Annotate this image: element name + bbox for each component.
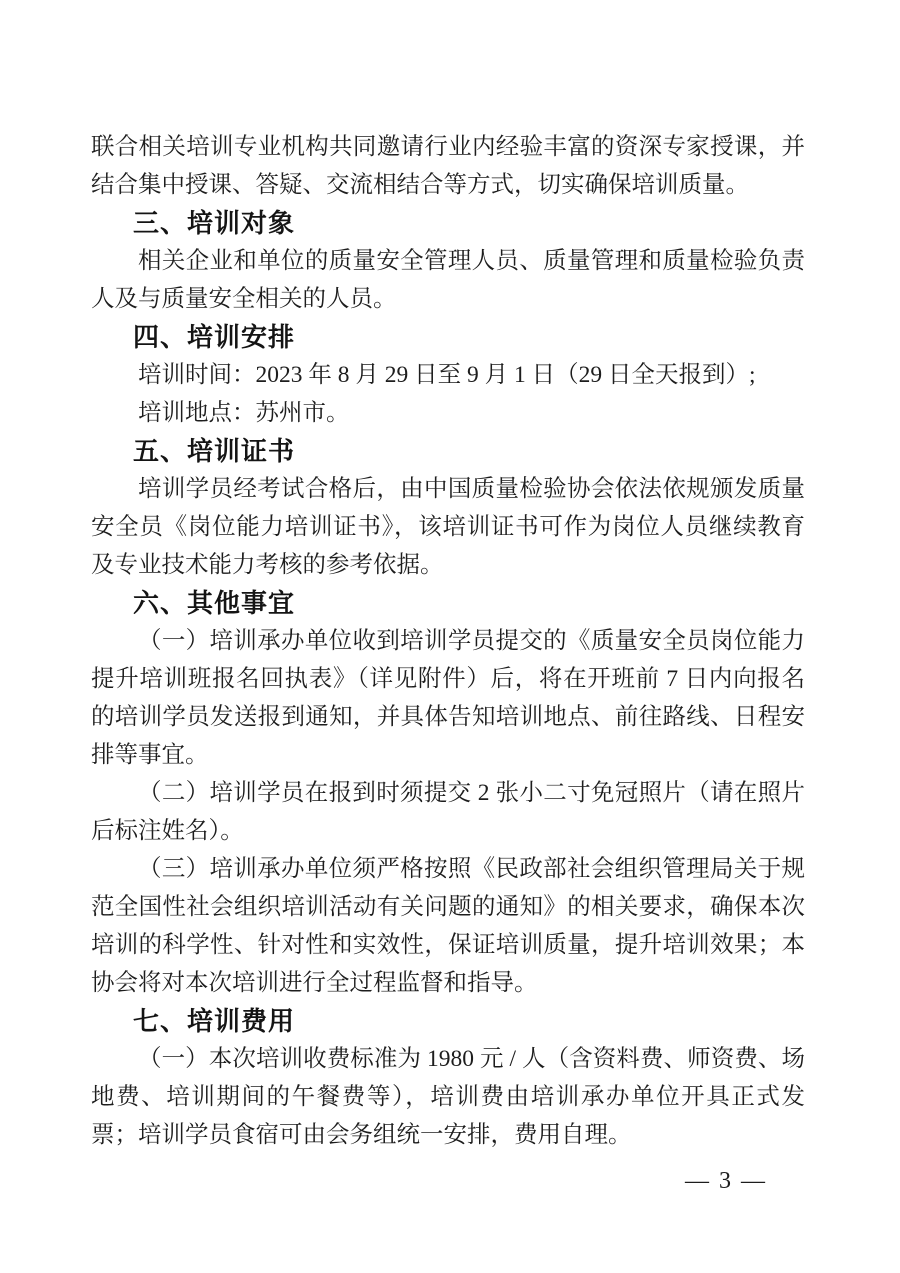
paragraph-training-time: 培训时间：2023 年 8 月 29 日至 9 月 1 日（29 日全天报到）; [138,362,756,388]
paragraph: 联合相关培训专业机构共同邀请行业内经验丰富的资深专家授课，并结合集中授课、答疑、交流相结合等方式，切实确保培训质量。 [91,134,805,198]
section-heading-training-fee: 七、培训费用 [133,1006,296,1036]
paragraph: （一）本次培训收费标准为 1980 元 / 人（含资料费、师资费、场地费、培训期间的午餐费等），培训费由培训承办单位开具正式发票；培训学员食宿可由会务组统一安排，费用自理。 [91,1046,805,1148]
paragraph: （三）培训承办单位须严格按照《民政部社会组织管理局关于规范全国性社会组织培训活动有关问题的通知》的相关要求，确保本次培训的科学性、针对性和实效性，保证培训质量，提升培训效果；本协会将对本次培训进行全过程监督和指导。 [91,856,805,996]
section-heading-other-matters: 六、其他事宜 [133,588,296,618]
paragraph: （二）培训学员在报到时须提交 2 张小二寸免冠照片（请在照片后标注姓名）。 [91,780,805,844]
paragraph-training-location: 培训地点：苏州市。 [138,400,350,426]
page-number: — 3 — [685,1168,767,1194]
section-heading-training-schedule: 四、培训安排 [133,322,296,352]
section-heading-training-certificate: 五、培训证书 [133,436,296,466]
paragraph: （一）培训承办单位收到培训学员提交的《质量安全员岗位能力提升培训班报名回执表》（详见附件）后，将在开班前 7 日内向报名的培训学员发送报到通知，并具体告知培训地点、前往路线、日程安排等事宜。 [91,628,805,768]
section-heading-training-target: 三、培训对象 [133,208,296,238]
document-body [91,128,805,1154]
paragraph: 相关企业和单位的质量安全管理人员、质量管理和质量检验负责人及与质量安全相关的人员。 [91,248,805,312]
paragraph: 培训学员经考试合格后，由中国质量检验协会依法依规颁发质量安全员《岗位能力培训证书》，该培训证书可作为岗位人员继续教育及专业技术能力考核的参考依据。 [91,476,805,578]
